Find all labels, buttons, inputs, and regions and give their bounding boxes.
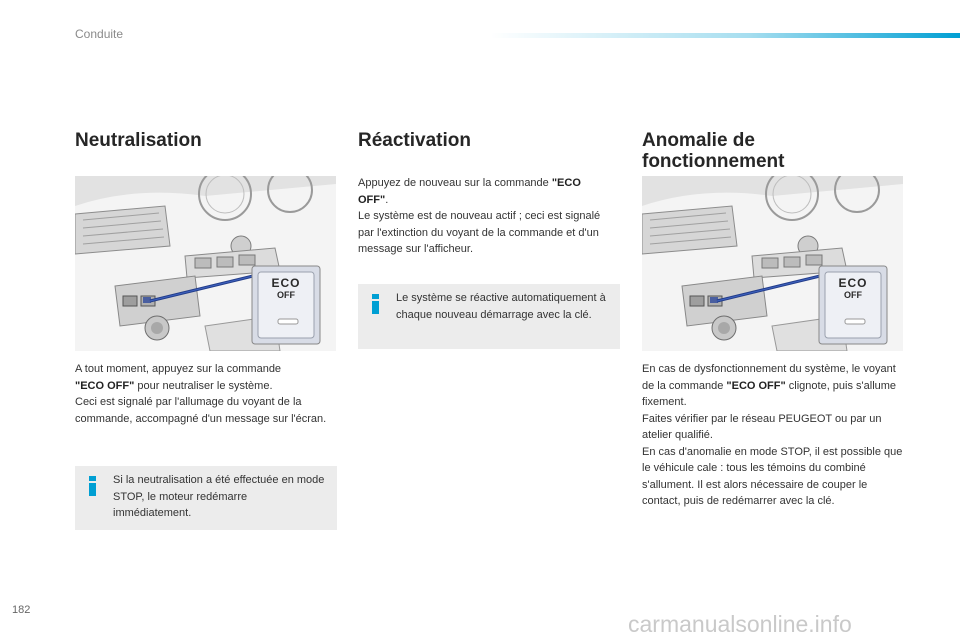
off-label: OFF — [844, 290, 862, 300]
bold-eco-off: "ECO OFF" — [726, 379, 786, 392]
section-title: Conduite — [75, 27, 124, 41]
paragraph-anomalie — [642, 361, 904, 510]
heading-anomalie — [642, 130, 904, 172]
text: En cas d'anomalie en mode STOP, il est possible que le véhicule cale : tous les témoins du combiné s'allument. Il est alors nécessaire de couper le contact, puis de redémarrer avec la clé. — [642, 445, 903, 507]
dashboard-illustration — [75, 176, 336, 351]
off-label: OFF — [277, 290, 295, 300]
text: A tout moment, appuyez sur la commande — [75, 363, 282, 375]
dashboard-drawing — [75, 176, 336, 351]
heading-neutralisation: Neutralisation — [75, 130, 202, 151]
text: pour neutraliser le système. — [134, 379, 273, 392]
text: . — [385, 193, 389, 206]
heading-line1: Anomalie de — [642, 130, 755, 151]
paragraph-neutralisation — [75, 361, 333, 427]
info-box-reactivation — [358, 284, 620, 349]
paragraph-reactivation — [358, 175, 614, 258]
dashboard-drawing — [642, 176, 903, 351]
watermark: carmanualsonline.info — [628, 611, 852, 637]
text: clignote, puis s'allume fixement. — [642, 379, 897, 408]
info-text: Le système se réactive automatiquement à chaque nouveau démarrage avec la clé. — [396, 292, 606, 321]
text: Le système est de nouveau actif ; ceci est signalé par l'extinction du voyant de la commande et d'un message sur l'afficheur. — [358, 210, 601, 255]
eco-label: ECO — [271, 276, 301, 290]
page-number: 182 — [12, 604, 31, 616]
text: Ceci est signalé par l'allumage du voyant de la commande, accompagné d'un message sur l'écran. — [75, 396, 327, 425]
heading-reactivation: Réactivation — [358, 130, 471, 151]
dashboard-illustration — [642, 176, 903, 351]
eco-off-button — [825, 277, 881, 301]
text: En cas de dysfonctionnement du système, le voyant de la commande — [642, 363, 896, 392]
bold-eco-off: "ECO OFF" — [75, 379, 135, 392]
heading-line2: fonctionnement — [642, 151, 785, 172]
text: Appuyez de nouveau sur la commande — [358, 177, 552, 189]
eco-off-button — [258, 277, 314, 301]
info-text: Si la neutralisation a été effectuée en mode STOP, le moteur redémarre immédiatement. — [113, 474, 325, 519]
bold-eco-off: "ECO OFF" — [358, 177, 581, 206]
header-accent-bar — [490, 33, 960, 38]
text: Faites vérifier par le réseau PEUGEOT ou par un atelier qualifié. — [642, 412, 882, 441]
eco-label: ECO — [838, 276, 868, 290]
info-icon — [371, 294, 380, 312]
info-icon — [88, 476, 97, 494]
info-box-neutralisation — [75, 466, 337, 530]
